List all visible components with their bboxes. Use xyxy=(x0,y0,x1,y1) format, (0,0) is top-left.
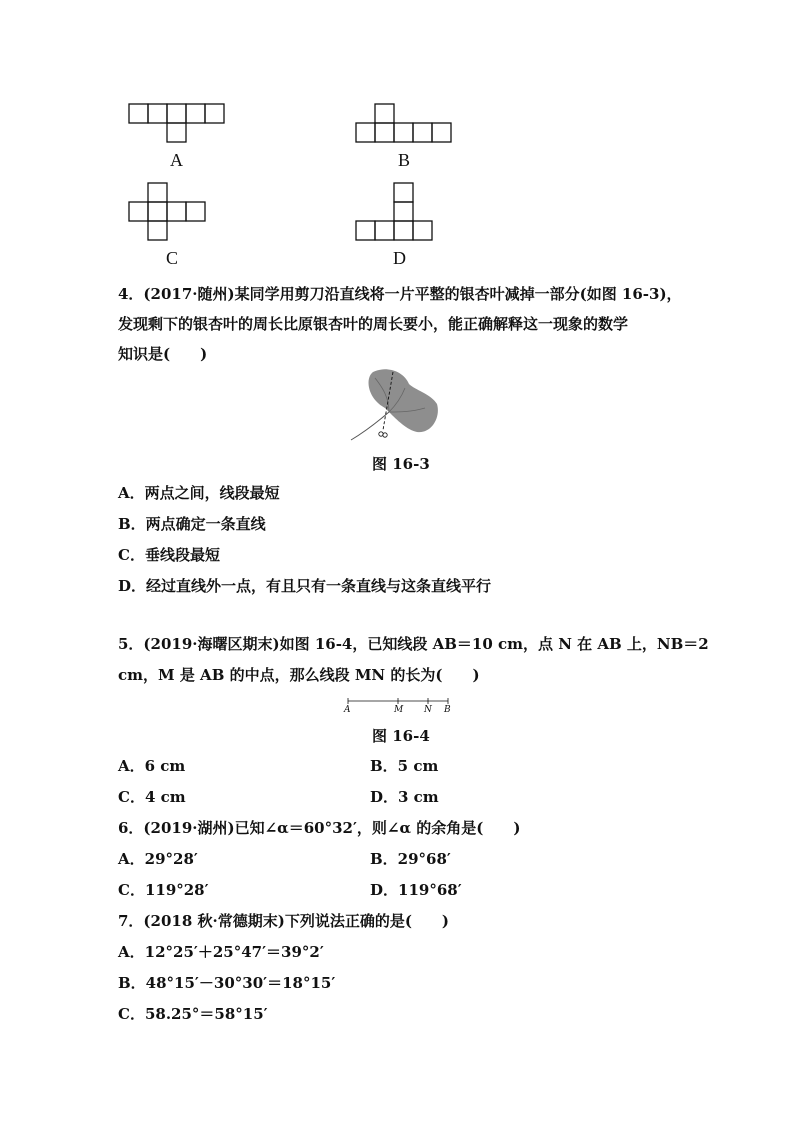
segment-point-m: M xyxy=(394,705,404,715)
q4-line-2: 发现剩下的银杏叶的周长比原银杏叶的周长要小，能正确解释这一现象的数学 xyxy=(118,315,629,333)
q7-option-b: B．48°15′－30°30′＝18°15′ xyxy=(118,974,336,992)
q5-line-1: 5．(2019·海曙区期末)如图 16-4，已知线段 AB＝10 cm，点 N 在 AB 上，NB＝2 xyxy=(118,635,709,653)
q5-option-b: B．5 cm xyxy=(370,757,439,775)
q6-option-d: D．119°68′ xyxy=(370,881,462,899)
net-c-shape xyxy=(129,183,205,240)
cube-nets-figure xyxy=(0,0,794,280)
q5-option-d: D．3 cm xyxy=(370,788,439,806)
net-c-label: C xyxy=(166,248,179,268)
figure-16-3-caption: 图 16-3 xyxy=(372,455,430,473)
q5-line-2: cm，M 是 AB 的中点，那么线段 MN 的长为( ) xyxy=(118,666,480,684)
net-b-shape xyxy=(356,104,451,142)
q6-option-a: A．29°28′ xyxy=(118,850,198,868)
q7-option-a: A．12°25′＋25°47′＝39°2′ xyxy=(118,943,324,961)
q4-option-d: D．经过直线外一点，有且只有一条直线与这条直线平行 xyxy=(118,577,492,595)
segment-point-a: A xyxy=(344,705,351,715)
ginkgo-leaf-image xyxy=(345,368,445,446)
q4-line-3: 知识是( ) xyxy=(118,345,208,363)
q4-option-b: B．两点确定一条直线 xyxy=(118,515,266,533)
q4-line-1: 4．(2017·随州)某同学用剪刀沿直线将一片平整的银杏叶减掉一部分(如图 16-3)， xyxy=(118,285,682,303)
net-b-label: B xyxy=(398,150,411,170)
q6-option-c: C．119°28′ xyxy=(118,881,209,899)
q4-option-c: C．垂线段最短 xyxy=(118,546,220,564)
figure-16-4-caption: 图 16-4 xyxy=(372,727,430,745)
q7-line-1: 7．(2018 秋·常德期末)下列说法正确的是( ) xyxy=(118,912,450,930)
segment-point-n: N xyxy=(424,705,432,715)
q5-option-c: C．4 cm xyxy=(118,788,186,806)
net-a-label: A xyxy=(170,150,183,170)
q6-line-1: 6．(2019·湖州)已知∠α＝60°32′，则∠α 的余角是( ) xyxy=(118,819,521,837)
net-a-shape xyxy=(129,104,224,142)
q5-option-a: A．6 cm xyxy=(118,757,186,775)
q6-option-b: B．29°68′ xyxy=(370,850,451,868)
q7-option-c: C．58.25°＝58°15′ xyxy=(118,1005,268,1023)
q4-option-a: A．两点之间，线段最短 xyxy=(118,484,280,502)
net-d-label: D xyxy=(393,248,406,268)
segment-point-b: B xyxy=(444,705,451,715)
net-d-shape xyxy=(356,183,432,240)
